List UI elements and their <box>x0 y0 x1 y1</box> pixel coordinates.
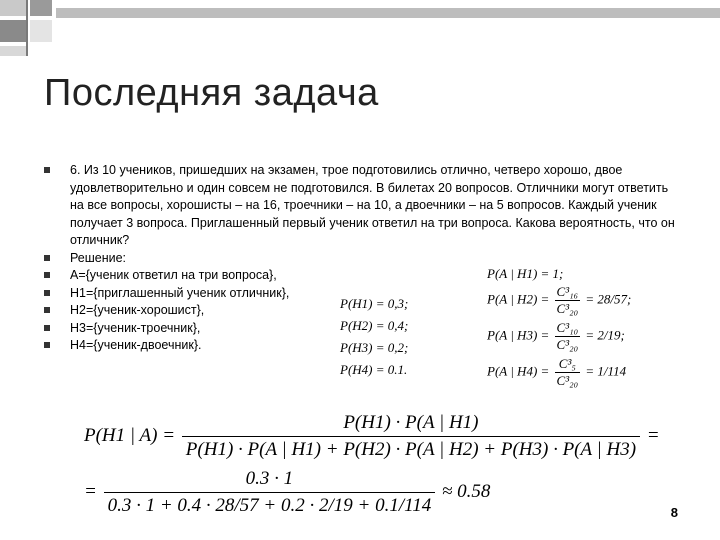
likelihood-h4: P(A | H4) = $\frac{\text{C³₅}}{\text{C³₂₀}}$ = 1/114 <box>487 356 627 388</box>
list-item <box>44 267 684 285</box>
top-bar <box>56 8 720 18</box>
hypothesis-h1: H1={приглашенный ученик отличник}, <box>70 285 290 300</box>
fraction: $\frac{\text{C³₁₆}}{\text{C³₂₀}}$ <box>556 284 579 316</box>
corner-divider <box>26 0 28 56</box>
bullet-marker <box>44 272 50 278</box>
hypothesis-h2: H2={ученик-хорошист}, <box>70 303 205 317</box>
fraction: $\frac{\text{C³₁₀}}{\text{C³₂₀}}$ <box>556 320 579 352</box>
fraction: $\frac{P(H1) \cdot P(A | H1)}{P(H1) \cdot P(A | H1) + P(H2) \cdot P(A | H2) + P(H3) \cdot P(A | H3)}$ <box>182 412 640 461</box>
corner-square <box>30 0 52 16</box>
bayes-formula: P(H1 | A) = $\frac{P(H1) \cdot P(A | H1)}{P(H1) \cdot P(A | H1) + P(H2) \cdot P(A | H2) + P(H3) \cdot P(A | H3)}$ = <box>84 412 660 460</box>
likelihood-h3: P(A | H3) = $\frac{\text{C³₁₀}}{\text{C³₂₀}}$ = 2/19; <box>487 320 625 352</box>
hypothesis-h4: H4={ученик-двоечник}. <box>70 338 202 352</box>
problem-text: 6. Из 10 учеников, пришедших на экзамен, трое подготовились отлично, четверо хорошо, двое удовлетворительно и один совсем не подготовился. В билетах 20 вопросов. Отличники могут ответить на все вопросы, хорошисты – на 16, троечники – на 10, а двоечники – на 5 вопросов. Каждый ученик получает 3 вопроса. Приглашенный первый ученик ответил на три вопроса. Какова вероятность, что он отличник? <box>70 163 675 247</box>
corner-square <box>30 20 52 42</box>
result-formula: = $\frac{0.3 \cdot 1}{0.3 \cdot 1 + 0.4 \cdot 28/57 + 0.2 \cdot 2/19 + 0.1/114}$ ≈ 0.58 <box>84 468 491 516</box>
likelihood-h2: P(A | H2) = $\frac{\text{C³₁₆}}{\text{C³₂₀}}$ = 28/57; <box>487 284 632 316</box>
bullet-marker <box>44 325 50 331</box>
fraction: $\frac{\text{C³₅}}{\text{C³₂₀}}$ <box>556 356 579 388</box>
slide-title: Последняя задача <box>44 72 379 114</box>
list-item <box>44 250 684 268</box>
event-a: A={ученик ответил на три вопроса}, <box>70 268 277 282</box>
bullet-marker <box>44 307 50 313</box>
solution-label: Решение: <box>70 250 127 265</box>
page-number: 8 <box>670 505 678 520</box>
prior-h4: P(H4) = 0.1. <box>340 362 408 377</box>
bullet-marker <box>44 255 50 261</box>
prior-h1: P(H1) = 0,3; <box>340 296 409 311</box>
bullet-marker <box>44 342 50 348</box>
hypothesis-h3: H3={ученик-троечник}, <box>70 320 201 335</box>
list-item <box>44 162 682 250</box>
corner-square <box>0 0 26 16</box>
corner-square <box>0 46 26 56</box>
likelihood-h1: P(A | H1) = 1; <box>487 266 564 281</box>
prior-h2: P(H2) = 0,4; <box>340 318 409 333</box>
corner-square <box>0 20 26 42</box>
fraction: $\frac{0.3 \cdot 1}{0.3 \cdot 1 + 0.4 \cdot 28/57 + 0.2 \cdot 2/19 + 0.1/114}$ <box>104 468 436 517</box>
prior-h3: P(H3) = 0,2; <box>340 340 409 355</box>
bullet-marker <box>44 290 50 296</box>
bullet-marker <box>44 167 50 173</box>
